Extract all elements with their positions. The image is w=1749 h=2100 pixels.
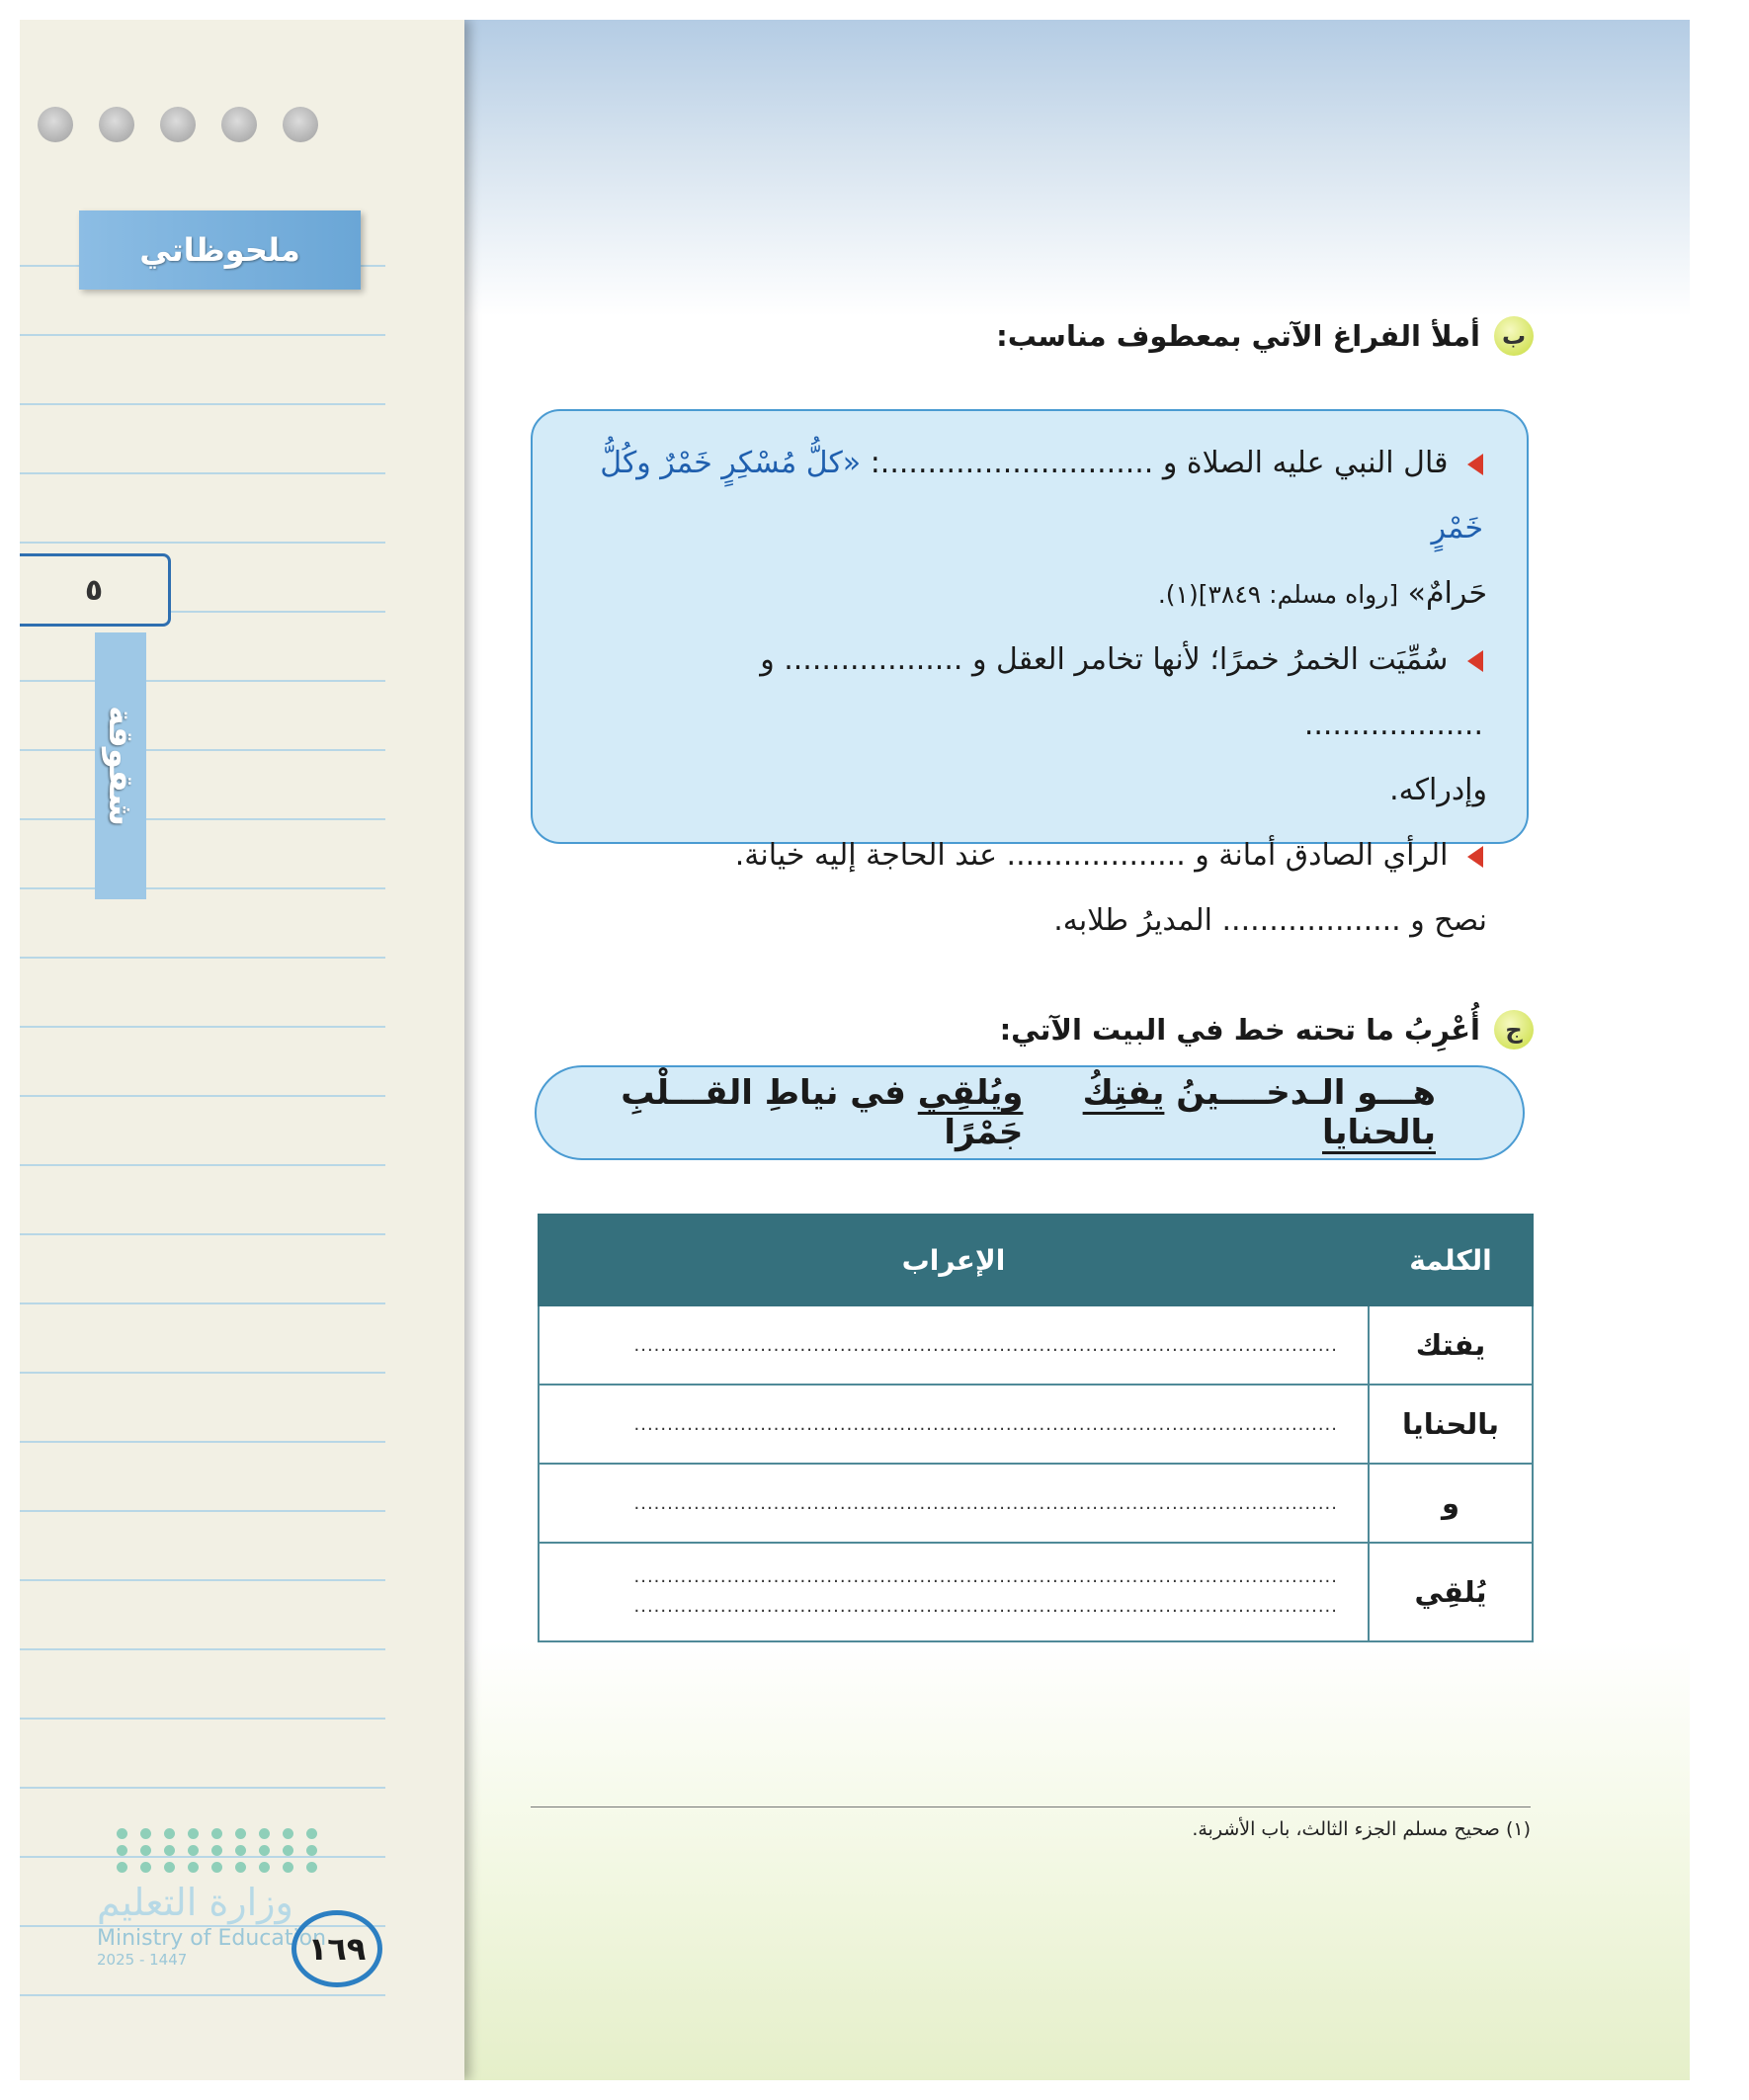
fill-item-text: قال النبي عليه الصلاة و .............................: xyxy=(870,446,1449,480)
table-row xyxy=(539,1305,1533,1385)
verse-underlined-word: ويُلقِي xyxy=(917,1073,1024,1113)
ministry-name-ar: وزارة التعليم xyxy=(97,1881,293,1924)
answer-line[interactable]: .......................................................................................................... xyxy=(633,1596,1338,1617)
fill-item-continuation: وإدراكه. xyxy=(1389,773,1487,807)
poetry-verse-box xyxy=(535,1065,1525,1160)
answer-blank[interactable]: .......................................................................................................... xyxy=(539,1385,1369,1464)
notes-label: ملحوظاتي xyxy=(139,231,300,269)
unit-number: ٥ xyxy=(20,553,171,627)
binder-hole xyxy=(160,107,196,142)
question-b-heading xyxy=(996,316,1534,356)
fill-item-continuation: نصح و ................... المديرُ طلابه. xyxy=(1053,903,1487,938)
fill-item-continuation xyxy=(572,561,1489,628)
verse-text: هـــو الـدخــــينُ xyxy=(1176,1073,1436,1113)
irab-table xyxy=(538,1214,1534,1642)
binder-hole xyxy=(38,107,73,142)
ministry-years: 2025 - 1447 xyxy=(97,1951,188,1969)
fill-item-text: الرأي الصادق أمانة و ................... عند الحاجة إليه خيانة. xyxy=(734,838,1449,873)
verse-second-hemistich xyxy=(598,1073,1023,1152)
question-c-letter: ج xyxy=(1494,1010,1534,1050)
question-c-title: أُعْرِبُ ما تحته خط في البيت الآتي: xyxy=(999,1013,1480,1047)
table-cell-word: يفتك xyxy=(1369,1305,1533,1385)
page xyxy=(20,20,1690,2080)
fill-blanks-box xyxy=(531,409,1529,938)
column-header-word: الكلمة xyxy=(1369,1215,1533,1305)
hadith-citation: [رواه مسلم: ٣٨٤٩](١). xyxy=(1157,580,1399,609)
logo-dots-icon xyxy=(117,1828,334,1873)
unit-title: شقوقة xyxy=(95,632,146,899)
answer-line[interactable]: .......................................................................................................... xyxy=(633,1566,1338,1587)
verse-underlined-word: بالحنايا xyxy=(1322,1113,1436,1152)
footnote-divider xyxy=(531,1806,1531,1807)
page-number: ١٦٩ xyxy=(292,1910,382,1987)
hadith-quote-end: حَرامٌ» xyxy=(1407,576,1487,611)
fill-item xyxy=(572,823,1489,888)
binder-hole xyxy=(99,107,134,142)
fill-item xyxy=(572,431,1489,561)
table-row xyxy=(539,1385,1533,1464)
fill-item-text: سُمِّيَت الخمرُ خمرًا؛ لأنها تخامر العقل و ................... و ................... xyxy=(760,642,1483,742)
question-b-title: أملأ الفراغ الآتي بمعطوف مناسب: xyxy=(996,319,1480,353)
bullet-arrow-icon xyxy=(1467,454,1483,475)
verse-first-hemistich xyxy=(1023,1073,1436,1152)
answer-blank[interactable]: .......................................................................................................... xyxy=(539,1305,1369,1385)
notes-tab xyxy=(79,210,361,290)
bullet-arrow-icon xyxy=(1467,650,1483,672)
column-header-irab: الإعراب xyxy=(539,1215,1369,1305)
question-c-heading xyxy=(1000,1010,1534,1050)
bullet-arrow-icon xyxy=(1467,846,1483,868)
verse-text: في نياطِ القـــلْبِ جَمْرًا xyxy=(621,1073,1024,1152)
main-content xyxy=(464,20,1690,2080)
table-cell-word: و xyxy=(1369,1464,1533,1543)
table-cell-word: بالحنايا xyxy=(1369,1385,1533,1464)
fill-item xyxy=(572,628,1489,758)
question-b-letter: ب xyxy=(1494,316,1534,356)
hadith-quote: «كلُّ مُسْكِرٍ خَمْرٌ وكُلُّ خَمْرٍ xyxy=(600,446,1483,546)
table-row xyxy=(539,1543,1533,1641)
ministry-name-en: Ministry of Education xyxy=(97,1926,327,1951)
table-cell-word: يُلقِي xyxy=(1369,1543,1533,1641)
answer-blank[interactable]: .......................................................................................................... xyxy=(539,1464,1369,1543)
footnote: (١) صحيح مسلم الجزء الثالث، باب الأشربة. xyxy=(1192,1818,1531,1840)
notes-sidebar xyxy=(20,20,464,2080)
verse-underlined-word: يفتِكُ xyxy=(1082,1073,1165,1113)
answer-blank[interactable] xyxy=(539,1543,1369,1641)
binder-hole xyxy=(221,107,257,142)
table-row xyxy=(539,1464,1533,1543)
binder-hole xyxy=(283,107,318,142)
